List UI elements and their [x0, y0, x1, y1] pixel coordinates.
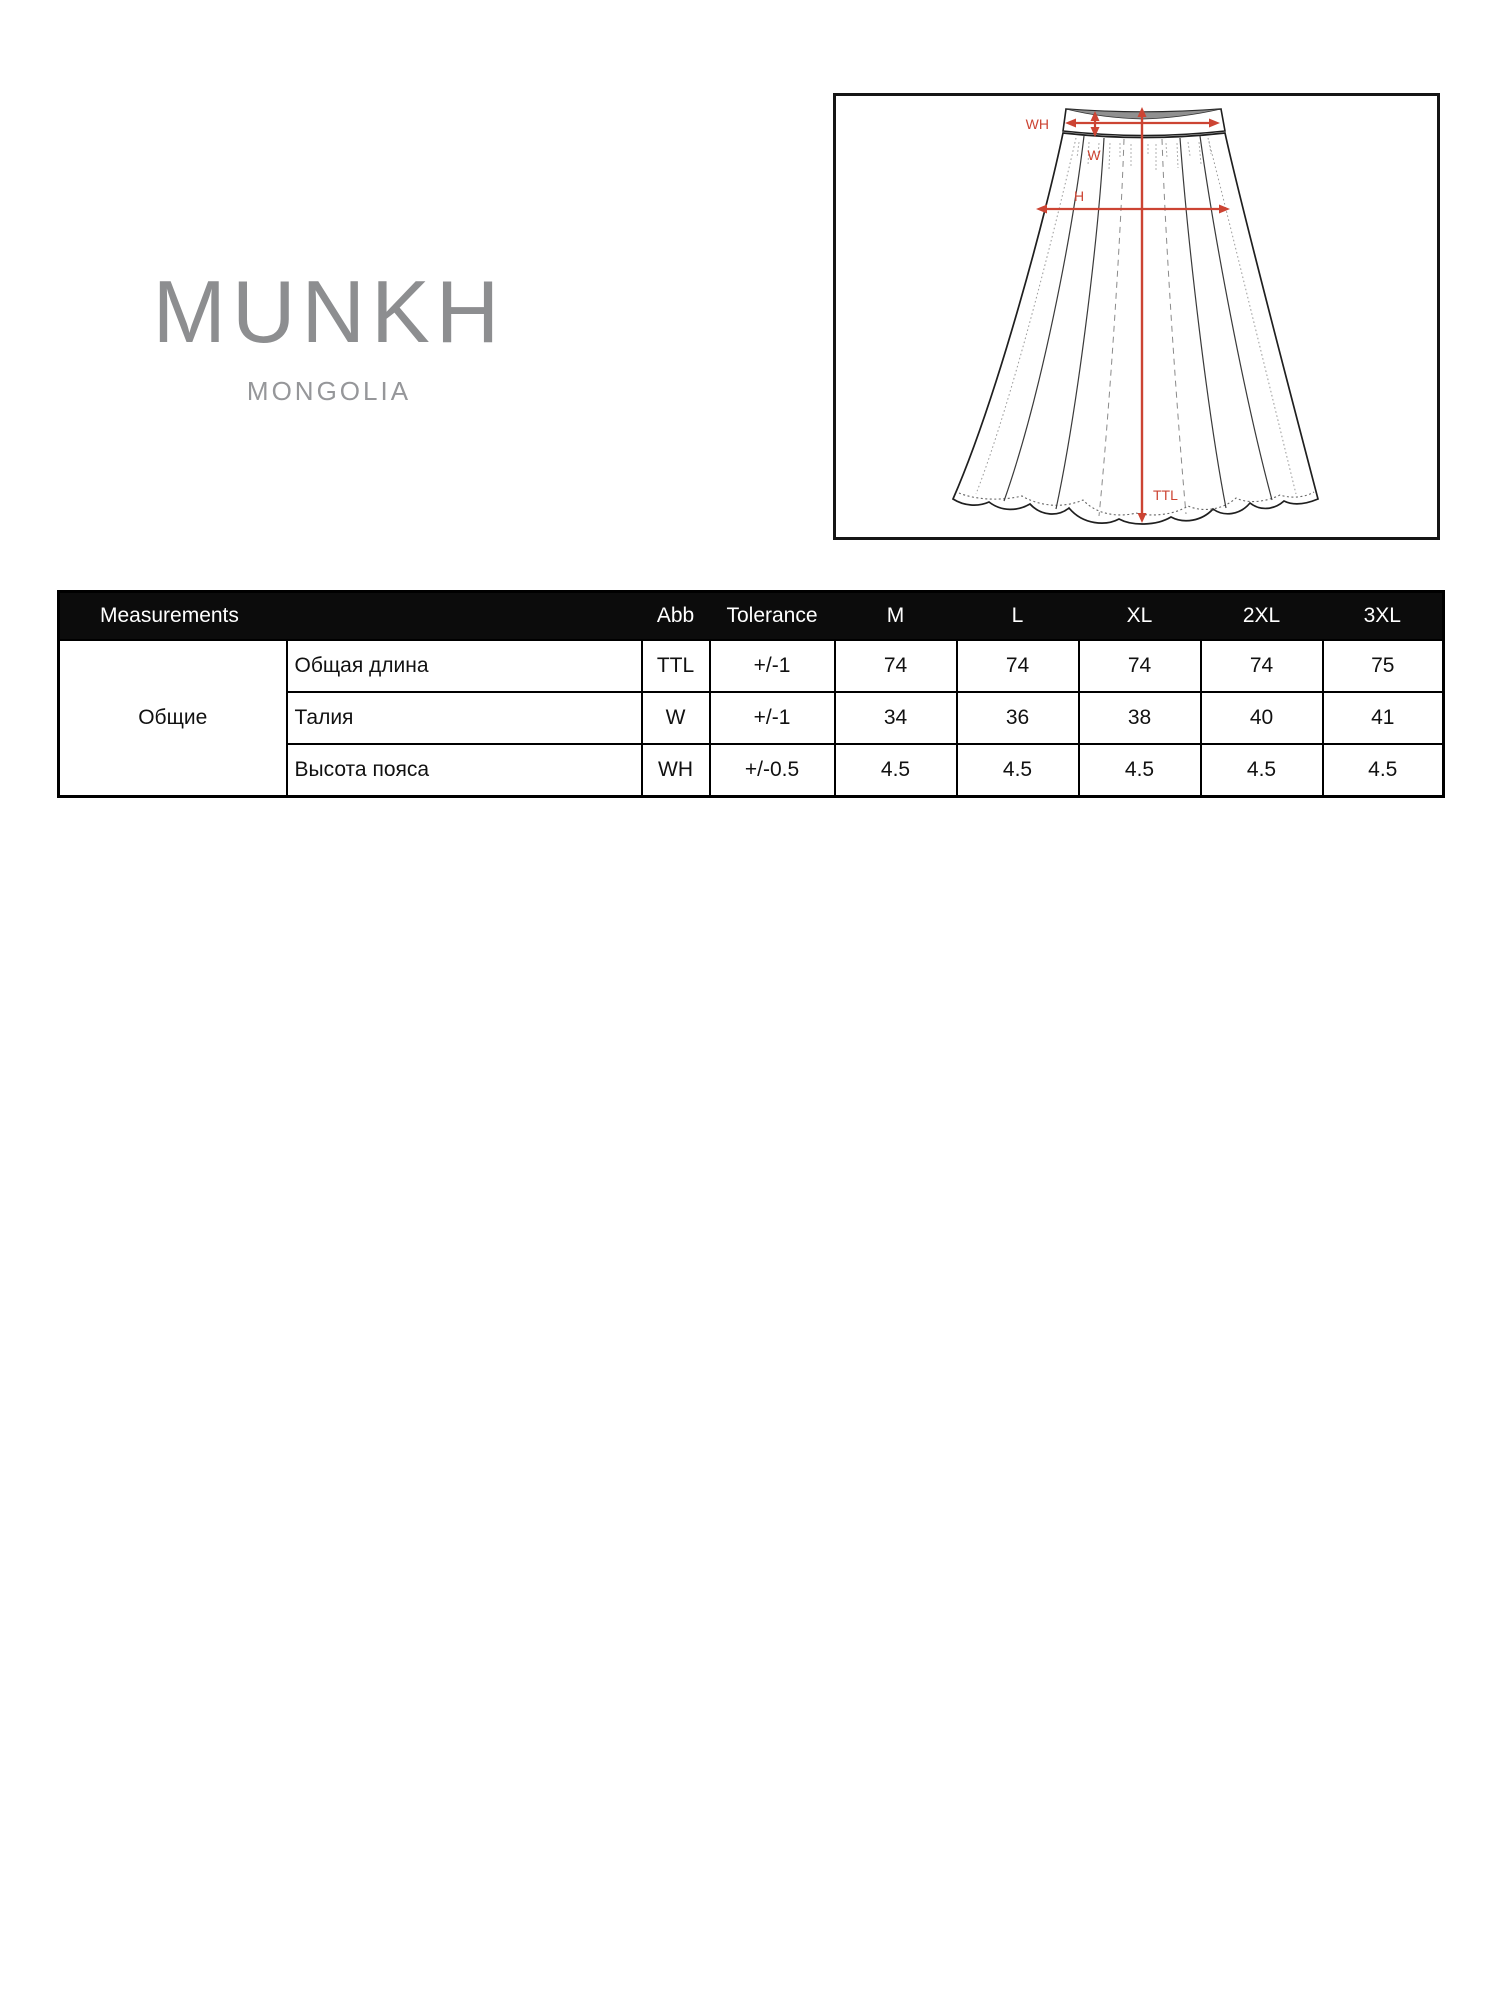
value-cell: 4.5 — [957, 744, 1079, 797]
value-cell: 74 — [1201, 640, 1323, 692]
label-wh: WH — [1025, 116, 1049, 132]
value-cell: 74 — [835, 640, 957, 692]
value-cell: 36 — [957, 692, 1079, 744]
value-cell: 75 — [1323, 640, 1444, 692]
group-label-cell: Общие — [59, 640, 287, 797]
measurement-name-cell: Талия — [287, 692, 642, 744]
abb-cell: W — [642, 692, 710, 744]
abb-cell: WH — [642, 744, 710, 797]
value-cell: 40 — [1201, 692, 1323, 744]
header-cell-size-xl: XL — [1079, 592, 1201, 641]
measurement-name-cell: Высота пояса — [287, 744, 642, 797]
header-cell-size-2xl: 2XL — [1201, 592, 1323, 641]
skirt-flat-sketch — [836, 96, 1437, 537]
value-cell: 74 — [957, 640, 1079, 692]
label-h: H — [1074, 188, 1085, 204]
table-header-row — [59, 592, 1444, 641]
brand-logo — [123, 262, 535, 406]
label-ttl: TTL — [1153, 487, 1178, 503]
value-cell: 41 — [1323, 692, 1444, 744]
value-cell: 4.5 — [835, 744, 957, 797]
arrowhead — [1036, 205, 1047, 214]
header-cell-measurements: Measurements — [59, 592, 642, 641]
header-cell-abb: Abb — [642, 592, 710, 641]
table-row — [59, 640, 1444, 692]
value-cell: 74 — [1079, 640, 1201, 692]
measurement-name-cell: Общая длина — [287, 640, 642, 692]
abb-cell: TTL — [642, 640, 710, 692]
tolerance-cell: +/-0.5 — [710, 744, 835, 797]
header-cell-size-3xl: 3XL — [1323, 592, 1444, 641]
brand-subtitle: MONGOLIA — [246, 376, 412, 406]
label-w: W — [1087, 147, 1101, 163]
garment-diagram-box — [833, 93, 1440, 540]
value-cell: 4.5 — [1201, 744, 1323, 797]
header-cell-size-m: M — [835, 592, 957, 641]
value-cell: 4.5 — [1323, 744, 1444, 797]
tolerance-cell: +/-1 — [710, 692, 835, 744]
measurements-table — [57, 590, 1445, 798]
value-cell: 38 — [1079, 692, 1201, 744]
brand-name: MUNKH — [152, 262, 506, 361]
value-cell: 4.5 — [1079, 744, 1201, 797]
value-cell: 34 — [835, 692, 957, 744]
header-cell-size-l: L — [957, 592, 1079, 641]
tolerance-cell: +/-1 — [710, 640, 835, 692]
header-cell-tolerance: Tolerance — [710, 592, 835, 641]
